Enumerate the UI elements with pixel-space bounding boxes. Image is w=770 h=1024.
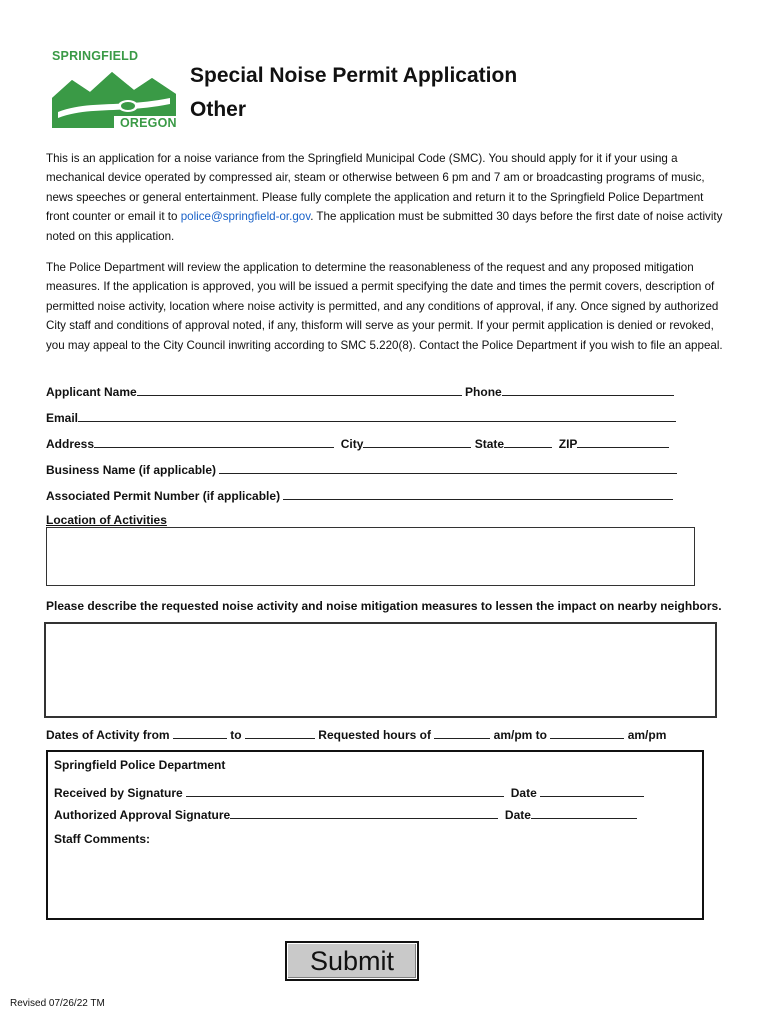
- location-label: Location of Activities: [46, 513, 167, 527]
- submit-button[interactable]: Submit: [285, 941, 419, 981]
- received-label: Received by Signature: [54, 786, 183, 800]
- authorized-label: Authorized Approval Signature: [54, 808, 231, 822]
- city-label: City: [340, 437, 364, 451]
- received-row: [54, 784, 644, 800]
- associated-permit-label: Associated Permit Number (if applicable): [46, 489, 281, 503]
- springfield-oregon-logo: [50, 50, 178, 130]
- zip-field[interactable]: [577, 435, 669, 448]
- authorized-row: [54, 806, 637, 822]
- dates-from-label: Dates of Activity from: [46, 728, 170, 742]
- staff-heading: Springfield Police Department: [54, 758, 226, 772]
- logo-bottom-text: OREGON: [120, 116, 177, 130]
- phone-label: Phone: [465, 385, 502, 399]
- applicant-row: [46, 383, 674, 399]
- authorized-signature-field[interactable]: [230, 806, 498, 819]
- page-title: Special Noise Permit Application: [190, 64, 518, 87]
- logo-top-text: SPRINGFIELD: [52, 49, 139, 63]
- email-label: Email: [46, 411, 79, 425]
- intro-text-1: This is an application for a noise variance from the Springfield Municipal Code (SMC). You should apply for it if your using a mechanical device operated by compressed air, steam or otherwise between 6 pm and 7 am or broadcasting programs of music, news speeches or general entertainment. Please fully complete the application and return it to the Springfield Police Department front counter or email it to: [46, 152, 705, 224]
- to-label: to: [230, 728, 242, 742]
- applicant-name-label: Applicant Name: [46, 385, 137, 399]
- received-date-field[interactable]: [540, 784, 644, 797]
- hours-to-field[interactable]: [550, 726, 624, 739]
- associated-permit-field[interactable]: [283, 487, 673, 500]
- revision-note: Revised 07/26/22 TM: [10, 998, 105, 1009]
- address-field[interactable]: [94, 435, 334, 448]
- staff-comments-label: Staff Comments:: [54, 832, 151, 846]
- business-name-label: Business Name (if applicable): [46, 463, 217, 477]
- address-label: Address: [46, 437, 95, 451]
- date-from-field[interactable]: [173, 726, 227, 739]
- requested-hours-label: Requested hours of: [318, 728, 431, 742]
- state-field[interactable]: [504, 435, 552, 448]
- received-signature-field[interactable]: [186, 784, 504, 797]
- city-field[interactable]: [363, 435, 471, 448]
- intro-paragraph-2: The Police Department will review the application to determine the reasonableness of the request and any proposed mitigation measures. If the application is approved, you will be issued a permit specifying the date and times the permit covers, description of permitted noise activity, location where noise activity is permitted, and any conditions of approval, if any. Once signed by authorized City staff and conditions of approval noted, if any, thisform will serve as your permit. If your permit application is denied or revoked, you may appeal to the City Council inwriting according to SMC 5.220(8). Contact the Police Department if you wish to file an appeal.: [46, 261, 723, 352]
- email-field[interactable]: [78, 409, 676, 422]
- applicant-name-field[interactable]: [137, 383, 462, 396]
- business-name-field[interactable]: [219, 461, 677, 474]
- location-textarea[interactable]: [46, 527, 695, 586]
- email-row: [46, 409, 676, 425]
- zip-label: ZIP: [558, 437, 578, 451]
- phone-field[interactable]: [502, 383, 674, 396]
- authorized-date-label: Date: [504, 808, 531, 822]
- date-to-field[interactable]: [245, 726, 315, 739]
- received-date-label: Date: [510, 786, 537, 800]
- authorized-date-field[interactable]: [531, 806, 637, 819]
- describe-label: Please describe the requested noise activity and noise mitigation measures to lessen the impact on nearby neighbors.: [46, 599, 722, 613]
- dates-row: [46, 726, 666, 742]
- state-label: State: [474, 437, 505, 451]
- intro-text-2: . The application must be submitted 30 days before the first date of noise activity noted on this application.: [46, 210, 723, 243]
- hours-from-field[interactable]: [434, 726, 490, 739]
- business-row: [46, 461, 677, 477]
- email-link[interactable]: police@springfield-or.gov: [180, 210, 311, 224]
- ampm-label: am/pm: [627, 728, 667, 742]
- intro-paragraph-1: [46, 149, 726, 246]
- address-row: [46, 435, 669, 451]
- describe-textarea[interactable]: [44, 622, 717, 718]
- page-subtitle: Other: [190, 98, 247, 121]
- ampm-to-label: am/pm to: [493, 728, 548, 742]
- associated-permit-row: [46, 487, 673, 503]
